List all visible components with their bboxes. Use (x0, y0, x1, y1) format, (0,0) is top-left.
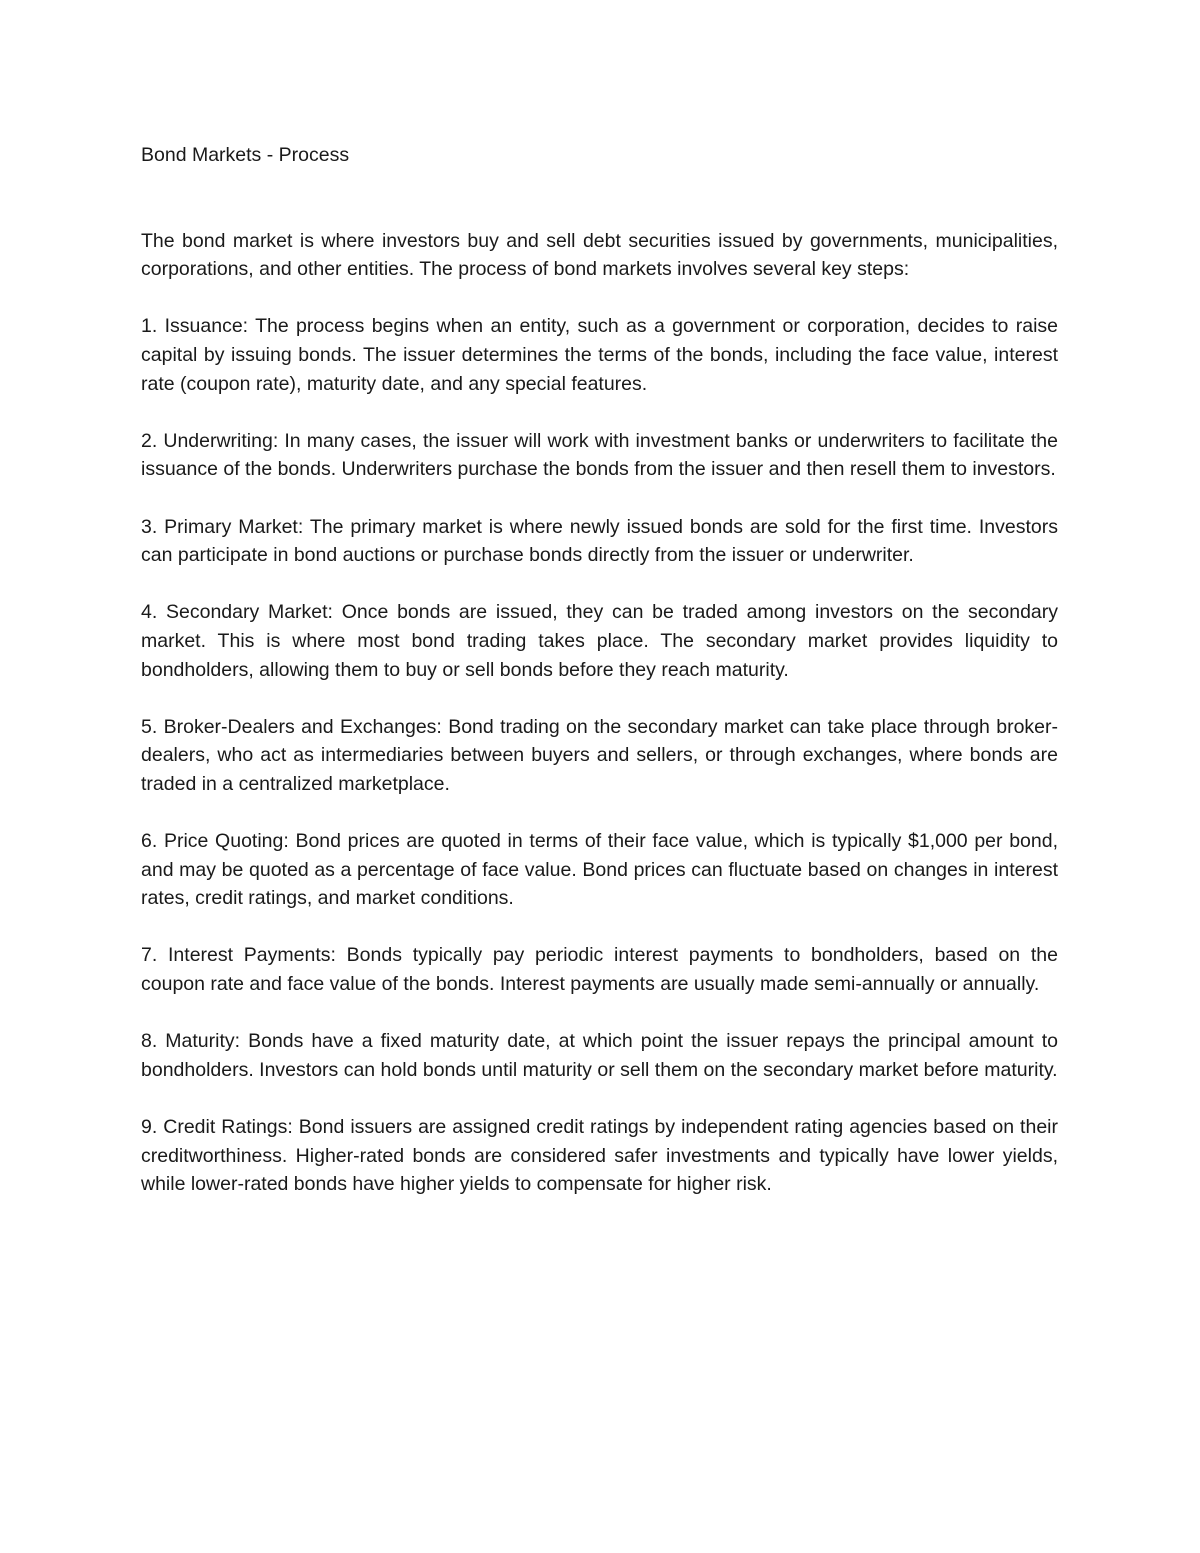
document-page (141, 141, 1058, 1227)
step-credit-ratings-paragraph: 9. Credit Ratings: Bond issuers are assigned credit ratings by independent rating agencies based on their creditworthiness. Higher-rated bonds are considered safer investments and typically have lower yields, while lower-rated bonds have higher yields to compensate for higher risk. (141, 1116, 1058, 1196)
intro-paragraph: The bond market is where investors buy and sell debt securities issued by governments, municipalities, corporations, and other entities. The process of bond markets involves several key steps: (141, 229, 1058, 281)
step-maturity-paragraph: 8. Maturity: Bonds have a fixed maturity date, at which point the issuer repays the principal amount to bondholders. Investors can hold bonds until maturity or sell them on the secondary market before maturity. (141, 1030, 1058, 1081)
document-title: Bond Markets - Process (141, 144, 350, 166)
step-interest-payments-paragraph: 7. Interest Payments: Bonds typically pay periodic interest payments to bondholders, based on the coupon rate and face value of the bonds. Interest payments are usually made semi-annually or annually. (141, 944, 1058, 996)
step-underwriting-paragraph: 2. Underwriting: In many cases, the issuer will work with investment banks or underwriters to facilitate the issuance of the bonds. Underwriters purchase the bonds from the issuer and then resell them to investors. (141, 429, 1058, 481)
step-broker-dealers-paragraph: 5. Broker-Dealers and Exchanges: Bond trading on the secondary market can take place through broker-dealers, who act as intermediaries between buyers and sellers, or through exchanges, where bonds are traded in a centralized marketplace. (141, 715, 1058, 795)
step-secondary-market-paragraph: 4. Secondary Market: Once bonds are issued, they can be traded among investors on the secondary market. This is where most bond trading takes place. The secondary market provides liquidity to bondholders, allowing them to buy or sell bonds before they reach maturity. (141, 601, 1058, 681)
step-issuance-paragraph: 1. Issuance: The process begins when an entity, such as a government or corporation, decides to raise capital by issuing bonds. The issuer determines the terms of the bonds, including the face value, interest rate (coupon rate), maturity date, and any special features. (141, 315, 1058, 395)
step-primary-market-paragraph: 3. Primary Market: The primary market is where newly issued bonds are sold for the first time. Investors can participate in bond auctions or purchase bonds directly from the issuer or underwriter. (141, 515, 1058, 567)
step-price-quoting-paragraph: 6. Price Quoting: Bond prices are quoted in terms of their face value, which is typically $1,000 per bond, and may be quoted as a percentage of face value. Bond prices can fluctuate based on changes in interest rates, credit ratings, and market conditions. (141, 830, 1058, 910)
